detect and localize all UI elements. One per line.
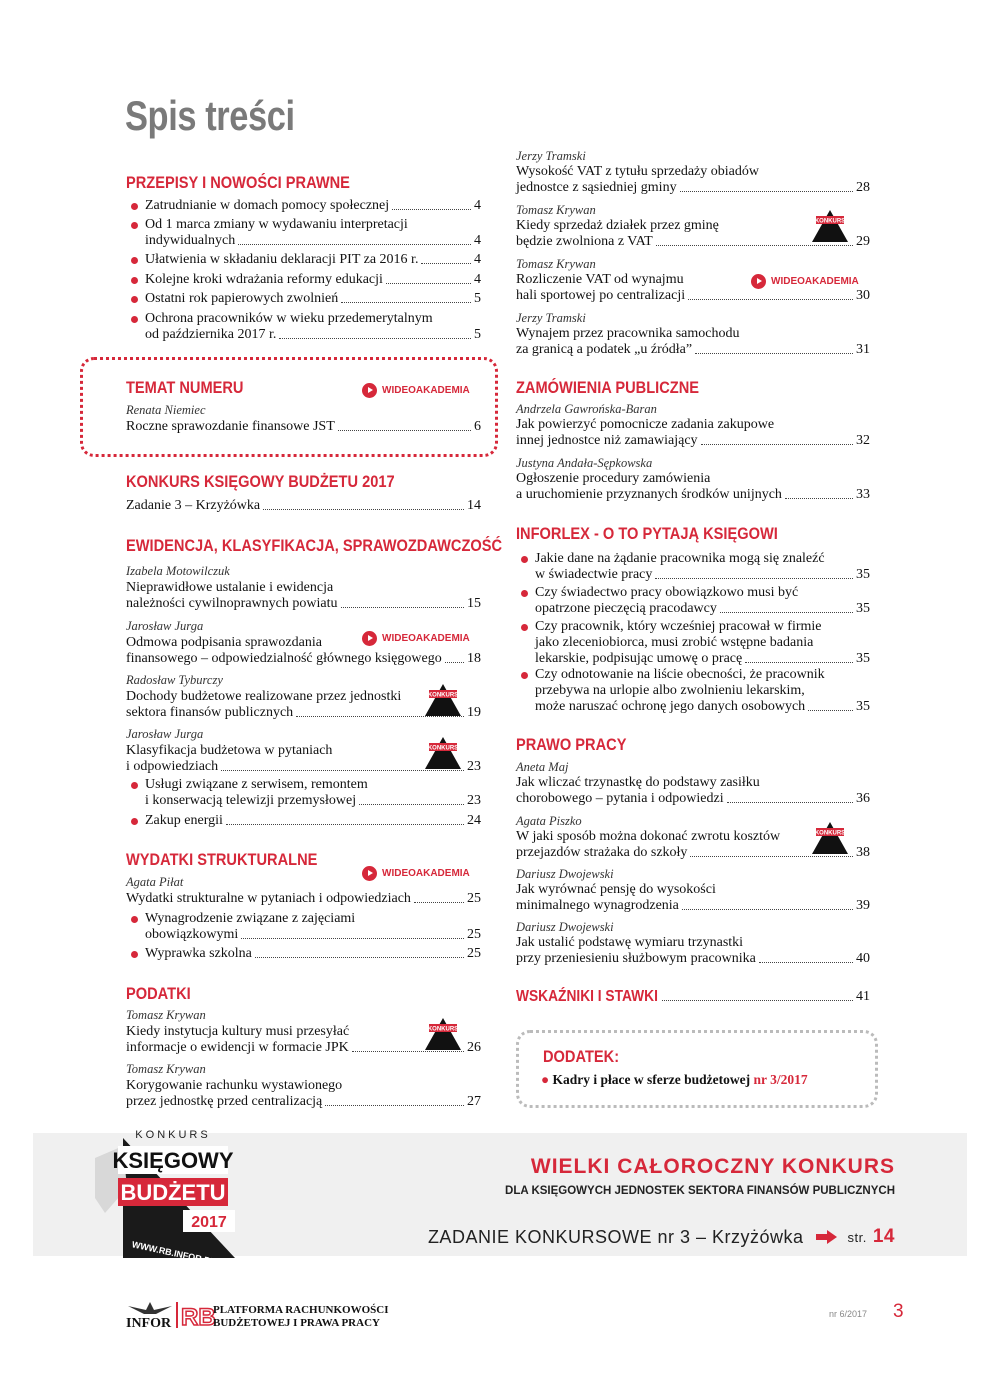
wideoakademia-badge[interactable]: WIDEOAKADEMIA (751, 274, 859, 289)
author: Jarosław Jurga (126, 727, 204, 741)
toc-entry[interactable]: Jak ustalić podstawę wymiaru trzynastki przy przeniesieniu służbowym pracownika 40 (516, 935, 870, 966)
author: Jerzy Tramski (516, 311, 586, 325)
wideoakademia-badge[interactable]: WIDEOAKADEMIA (362, 866, 470, 881)
toc-entry[interactable]: Jakie dane na żądanie pracownika mogą się znaleźć w świadectwie pracy 35 (535, 551, 870, 583)
toc-entry[interactable]: Wydatki strukturalne w pytaniach i odpowiedziach 25 (126, 891, 481, 906)
author: Andrzela Gawrońska-Baran (516, 402, 657, 416)
toc-entry[interactable]: Zatrudnianie w domach pomocy społecznej 4 (145, 198, 481, 214)
svg-text:KONKURS: KONKURS (814, 830, 846, 837)
play-icon (362, 866, 377, 881)
svg-text:BUDŻETU: BUDŻETU (120, 1180, 226, 1205)
author: Aneta Maj (516, 760, 569, 774)
toc-entry[interactable]: Jak powierzyć pomocnicze zadania zakupowe innej jednostce niż zamawiający 32 (516, 417, 870, 448)
toc-subentry[interactable]: Zakup energii 24 (145, 813, 481, 829)
toc-entry[interactable]: W jaki sposób można dokonać zwrotu kosztów przejazdów strażaka do szkoły 38 (516, 829, 870, 860)
section-heading-ewidencja: EWIDENCJA, KLASYFIKACJA, SPRAWOZDAWCZOŚĆ (126, 536, 503, 555)
toc-entry[interactable]: Ostatni rok papierowych zwolnień 5 (145, 291, 481, 307)
svg-text:WWW.RB.INFOR.PL: WWW.RB.INFOR.PL (131, 1239, 217, 1267)
toc-entry[interactable]: Ogłoszenie procedury zamówienia a uruchomienie przyznanych środków unijnych 33 (516, 471, 870, 502)
toc-entry[interactable]: Korygowanie rachunku wystawionego przez jednostkę przed centralizacją 27 (126, 1078, 481, 1109)
toc-entry[interactable]: Rozliczenie VAT od wynajmu hali sportowej po centralizacji 30 (516, 272, 870, 303)
svg-text:INFOR: INFOR (126, 1316, 172, 1331)
author: Justyna Andała-Sępkowska (516, 456, 653, 470)
toc-entry[interactable]: Roczne sprawozdanie finansowe JST 6 (126, 419, 481, 434)
svg-text:RB: RB (181, 1304, 216, 1331)
konkurs-ksiegowy-logo (95, 1118, 245, 1268)
toc-entry[interactable]: Od 1 marca zmiany w wydawaniu interpretacji indywidualnych 4 (145, 217, 481, 249)
toc-subentry[interactable]: Usługi związane z serwisem, remontem i konserwacją telewizji przemysłowej 23 (145, 777, 481, 809)
banner-title: WIELKI CAŁOROCZNY KONKURS (530, 1155, 895, 1178)
bullet-icon (521, 672, 528, 679)
bullet-icon (131, 296, 138, 303)
toc-entry[interactable]: Czy świadectwo pracy obowiązkowo musi być opatrzone pieczęcią pracodawcy 35 (535, 585, 870, 617)
toc-entry[interactable]: Kiedy sprzedaż działek przez gminę będzie zwolniona z VAT 29 (516, 218, 870, 249)
footer-logo (126, 1300, 389, 1335)
author: Tomasz Krywan (516, 257, 596, 271)
bullet-icon (131, 916, 138, 923)
author: Dariusz Dwojewski (516, 867, 614, 881)
toc-entry-wskazniki[interactable]: WSKAŹNIKI I STAWKI 41 (516, 988, 870, 1005)
svg-text:KONKURS: KONKURS (427, 745, 459, 752)
section-heading-zamowienia: ZAMÓWIENIA PUBLICZNE (516, 378, 700, 397)
supplement-entry[interactable]: ● Kadry i płace w sferze budżetowej nr 3/2017 (541, 1072, 808, 1087)
supplement-box (516, 1030, 878, 1108)
section-heading-podatki: PODATKI (126, 984, 191, 1003)
toc-entry[interactable]: Ułatwienia w składaniu deklaracji PIT za 2016 r. 4 (145, 252, 481, 268)
toc-entry[interactable]: Jak wyrównać pensję do wysokości minimalnego wynagrodzenia 39 (516, 882, 870, 913)
bullet-icon (131, 782, 138, 789)
bullet-icon (131, 257, 138, 264)
toc-entry[interactable]: Ochrona pracowników w wieku przedemerytalnym od października 2017 r. 5 (145, 311, 481, 343)
toc-entry[interactable]: Kiedy instytucja kultury musi przesyłać informacje o ewidencji w formacie JPK 26 (126, 1024, 481, 1055)
author: Renata Niemiec (126, 403, 206, 417)
bullet-icon (131, 818, 138, 825)
bullet-icon (521, 556, 528, 563)
bullet-icon (131, 951, 138, 958)
wideoakademia-badge[interactable]: WIDEOAKADEMIA (362, 631, 470, 646)
svg-text:2017: 2017 (191, 1214, 227, 1231)
toc-entry[interactable]: Dochody budżetowe realizowane przez jednostki sektora finansów publicznych 19 (126, 689, 481, 720)
author: Tomasz Krywan (126, 1062, 206, 1076)
arrow-right-icon (816, 1230, 838, 1244)
wideoakademia-badge[interactable]: WIDEOAKADEMIA (362, 383, 470, 398)
author: Agata Piszko (516, 814, 582, 828)
toc-entry[interactable]: Klasyfikacja budżetowa w pytaniach i odpowiedziach 23 (126, 743, 481, 774)
svg-text:KONKURS: KONKURS (427, 1026, 459, 1033)
toc-entry[interactable]: Wysokość VAT z tytułu sprzedaży obiadów jednostce z sąsiedniej gminy 28 (516, 164, 870, 195)
svg-text:KONKURS: KONKURS (814, 218, 846, 225)
section-heading-inforlex: INFORLEX - O TO PYTAJĄ KSIĘGOWI (516, 524, 778, 543)
author: Tomasz Krywan (126, 1008, 206, 1022)
author: Dariusz Dwojewski (516, 920, 614, 934)
toc-entry[interactable]: Czy odnotowanie na liście obecności, że pracownik przebywa na urlopie albo zwolnieniu lekarskim, może naruszać ochronę jego danych osobowych 35 (535, 667, 870, 715)
banner-task[interactable]: ZADANIE KONKURSOWE nr 3 – Krzyżówka str. 14 (427, 1226, 895, 1247)
svg-text:KSIĘGOWY: KSIĘGOWY (112, 1148, 234, 1173)
toc-entry[interactable]: Wynajem przez pracownika samochodu za granicą a podatek „u źródła” 31 (516, 326, 870, 357)
section-heading-wydatki: WYDATKI STRUKTURALNE (126, 850, 318, 869)
bullet-icon (521, 624, 528, 631)
svg-text:PLATFORMA RACHUNKOWOŚCI: PLATFORMA RACHUNKOWOŚCI (213, 1304, 389, 1316)
toc-entry[interactable]: Nieprawidłowe ustalanie i ewidencja należności cywilnoprawnych powiatu 15 (126, 580, 481, 611)
author: Tomasz Krywan (516, 203, 596, 217)
svg-text:BUDŻETOWEJ I PRAWA PRACY: BUDŻETOWEJ I PRAWA PRACY (213, 1317, 380, 1329)
bullet-icon (131, 316, 138, 323)
section-heading-przepisy: PRZEPISY I NOWOŚCI PRAWNE (126, 173, 350, 192)
toc-entry[interactable]: Kolejne kroki wdrażania reformy edukacji 4 (145, 272, 481, 288)
author: Izabela Motowilczuk (126, 564, 230, 578)
author: Agata Piłat (126, 875, 184, 889)
page-number: 3 (893, 1301, 904, 1322)
play-icon (362, 383, 377, 398)
toc-subentry[interactable]: Wynagrodzenie związane z zajęciami obowiązkowymi 25 (145, 911, 481, 943)
toc-entry[interactable]: Jak wliczać trzynastkę do podstawy zasiłku chorobowego – pytania i odpowiedzi 36 (516, 775, 870, 806)
toc-entry[interactable]: Odmowa podpisania sprawozdania finansowego – odpowiedzialność głównego księgowego 18 (126, 635, 481, 666)
section-heading-temat: TEMAT NUMERU (126, 378, 244, 397)
bullet-icon: ● (541, 1072, 550, 1087)
toc-entry[interactable]: Czy pracownik, który wcześniej pracował w firmie jako zleceniobiorca, musi zrobić wstępne badania lekarskie, podpisując umowę o pracę 35 (535, 619, 870, 667)
page-title: Spis treści (125, 92, 295, 139)
author: Radosław Tyburczy (126, 673, 223, 687)
svg-text:KONKURS: KONKURS (135, 1129, 211, 1141)
svg-text:KONKURS: KONKURS (427, 692, 459, 699)
section-heading-prawo-pracy: PRAWO PRACY (516, 735, 627, 754)
author: Jerzy Tramski (516, 149, 586, 163)
toc-entry[interactable]: Zadanie 3 – Krzyżówka 14 (126, 498, 481, 513)
bullet-icon (131, 277, 138, 284)
supplement-heading: DODATEK: (543, 1047, 620, 1066)
bullet-icon (521, 590, 528, 597)
author: Jarosław Jurga (126, 619, 204, 633)
section-heading-konkurs: KONKURS KSIĘGOWY BUDŻETU 2017 (126, 472, 395, 491)
banner-subtitle: DLA KSIĘGOWYCH JEDNOSTEK SEKTORA FINANSÓW PUBLICZNYCH (505, 1185, 895, 1197)
toc-subentry[interactable]: Wyprawka szkolna 25 (145, 946, 481, 962)
bullet-icon (131, 222, 138, 229)
issue-label: nr 6/2017 (829, 1309, 868, 1319)
bullet-icon (131, 203, 138, 210)
